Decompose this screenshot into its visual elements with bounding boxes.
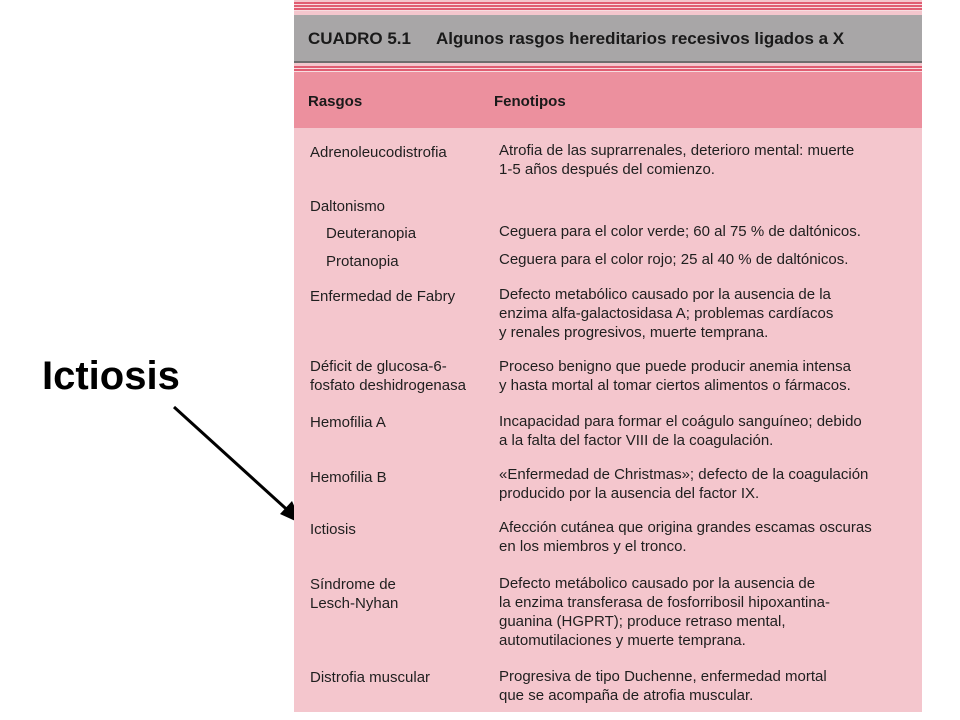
row-phenotype: Atrofia de las suprarrenales, deterioro mental: muerte 1-5 años después del comienzo. <box>499 142 855 178</box>
row-phenotype: «Enfermedad de Christmas»; defecto de la coagulación producido por la ausencia del factor IX. <box>499 466 869 502</box>
row-trait: Hemofilia A <box>310 414 386 431</box>
row-phenotype: Incapacidad para formar el coágulo sanguíneo; debido a la falta del factor VIII de la coagulación. <box>499 413 862 449</box>
row-trait: Hemofilia B <box>310 469 387 486</box>
row-trait: Protanopia <box>326 253 399 270</box>
row-trait: Enfermedad de Fabry <box>310 288 456 305</box>
column-header-phenotypes: Fenotipos <box>494 93 566 110</box>
row-trait: Deuteranopia <box>326 225 417 242</box>
table-title-bar <box>294 15 922 63</box>
row-phenotype: Defecto metabólico causado por la ausencia de la enzima alfa-galactosidasa A; problemas cardíacos y renales progresivos, muerte temprana. <box>499 286 834 341</box>
table-header <box>294 72 922 128</box>
row-trait: Síndrome de Lesch-Nyhan <box>310 576 399 612</box>
column-header-traits: Rasgos <box>308 93 363 110</box>
top-stripe <box>294 2 922 11</box>
row-phenotype: Afección cutánea que origina grandes escamas oscuras en los miembros y el tronco. <box>499 519 872 555</box>
arrow-shaft <box>174 407 294 516</box>
row-phenotype: Ceguera para el color rojo; 25 al 40 % de daltónicos. <box>499 251 849 268</box>
row-phenotype: Defecto metábolico causado por la ausencia de la enzima transferasa de fosforribosil hipoxantina- guanina (HGPRT); produce retraso mental, automutilaciones y muerte temprana. <box>499 575 831 649</box>
table-document <box>294 0 922 712</box>
row-trait: Ictiosis <box>310 521 356 538</box>
table-title: Algunos rasgos hereditarios recesivos ligados a X <box>436 29 845 48</box>
row-phenotype: Proceso benigno que puede producir anemia intensa y hasta mortal al tomar ciertos alimentos o fármacos. <box>499 358 851 394</box>
row-trait: Adrenoleucodistrofia <box>310 144 447 161</box>
table-code: CUADRO 5.1 <box>308 29 411 48</box>
row-trait: Daltonismo <box>310 198 386 215</box>
row-phenotype: Ceguera para el color verde; 60 al 75 % de daltónicos. <box>499 223 861 240</box>
row-trait: Déficit de glucosa-6- fosfato deshidrogenasa <box>310 358 466 394</box>
row-trait: Distrofia muscular <box>310 669 431 686</box>
row-phenotype: Progresiva de tipo Duchenne, enfermedad mortal que se acompaña de atrofia muscular. <box>499 668 827 704</box>
callout-label: Ictiosis <box>42 354 180 398</box>
